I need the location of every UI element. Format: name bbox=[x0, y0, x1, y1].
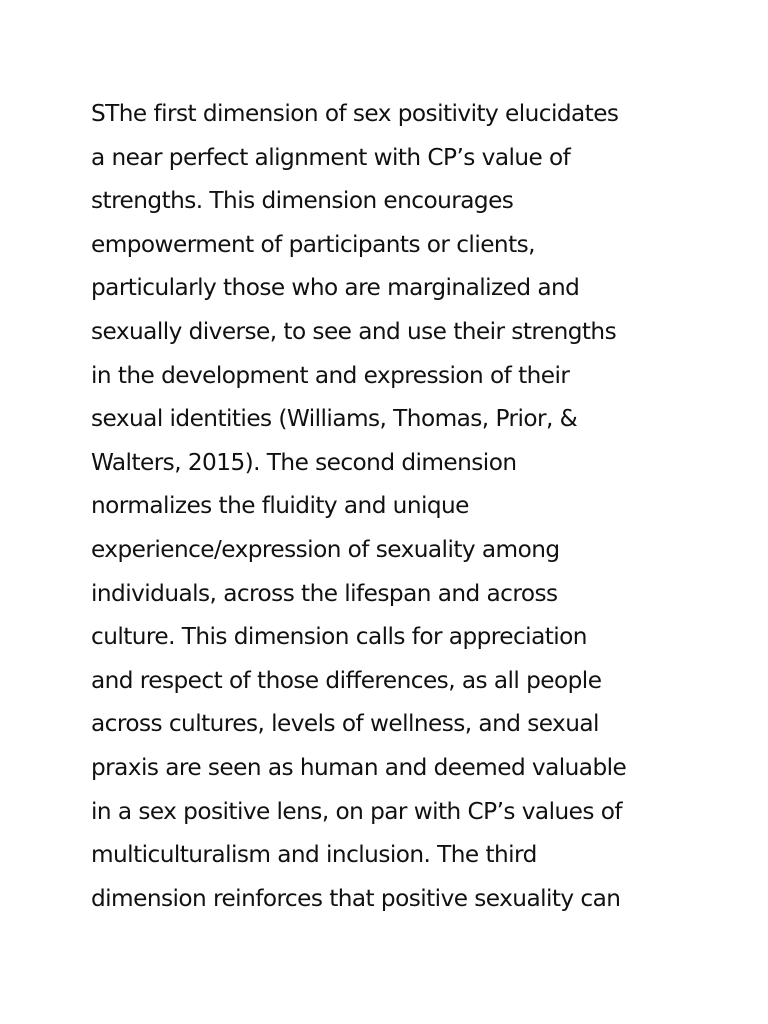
text-line-8: sexual identities (Williams, Thomas, Prior, & bbox=[91, 405, 578, 433]
text-line-2: a near perfect alignment with CP’s value of bbox=[91, 143, 571, 171]
text-line-6: sexually diverse, to see and use their strengths bbox=[91, 317, 617, 345]
text-line-16: praxis are seen as human and deemed valuable bbox=[91, 753, 627, 781]
text-line-14: and respect of those differences, as all people bbox=[91, 666, 602, 694]
text-line-15: across cultures, levels of wellness, and sexual bbox=[91, 710, 599, 738]
text-line-19: dimension reinforces that positive sexuality can bbox=[91, 884, 621, 912]
text-line-17: in a sex positive lens, on par with CP’s values of bbox=[91, 797, 622, 825]
text-line-10: normalizes the fluidity and unique bbox=[91, 492, 469, 520]
text-line-5: particularly those who are marginalized and bbox=[91, 274, 580, 302]
text-line-13: culture. This dimension calls for appreciation bbox=[91, 623, 587, 651]
text-line-18: multiculturalism and inclusion. The third bbox=[91, 841, 537, 869]
text-line-12: individuals, across the lifespan and across bbox=[91, 579, 558, 607]
text-line-3: strengths. This dimension encourages bbox=[91, 187, 514, 215]
text-line-4: empowerment of participants or clients, bbox=[91, 230, 535, 258]
text-line-11: experience/expression of sexuality among bbox=[91, 535, 560, 563]
body-paragraph bbox=[91, 92, 711, 920]
text-line-9: Walters, 2015). The second dimension bbox=[91, 448, 517, 476]
text-line-1: SThe first dimension of sex positivity elucidates bbox=[91, 100, 619, 127]
text-line-7: in the development and expression of their bbox=[91, 361, 570, 389]
